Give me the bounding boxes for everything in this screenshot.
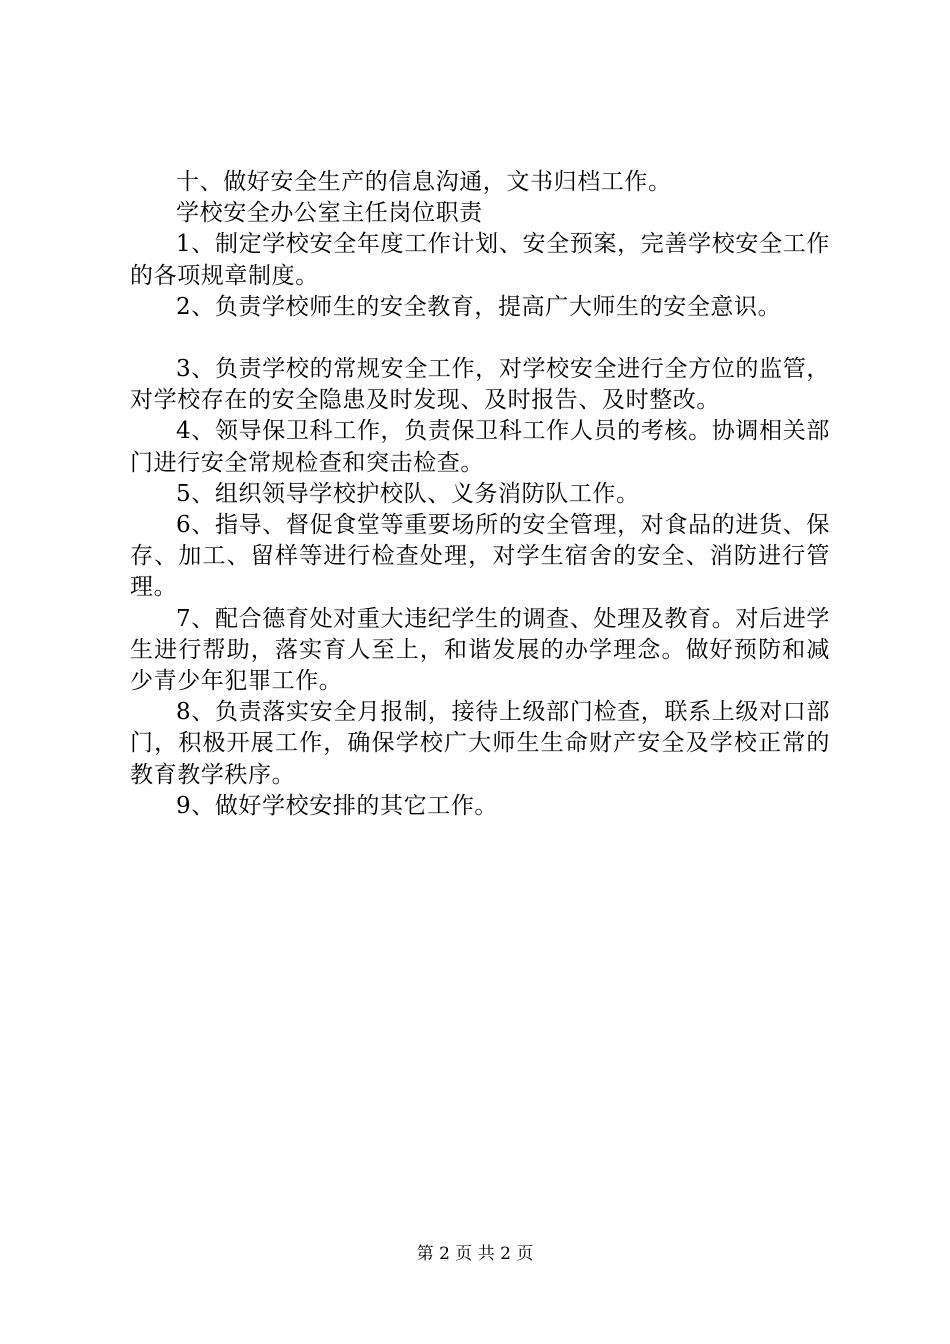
duty-item-5: 5、组织领导学校护校队、义务消防队工作。 — [176, 480, 640, 507]
duty-item-1: 1、制定学校安全年度工作计划、安全预案，完善学校安全工作的各项规章制度。 — [130, 231, 830, 289]
page-footer — [0, 1243, 950, 1265]
paragraph-item-10: 十、做好安全生产的信息沟通，文书归档工作。 — [176, 169, 672, 195]
document-body — [130, 167, 830, 822]
duty-item-9: 9、做好学校安排的其它工作。 — [176, 792, 499, 819]
section-heading: 学校安全办公室主任岗位职责 — [176, 200, 483, 227]
duty-item-2: 2、负责学校师生的安全教育，提高广大师生的安全意识。 — [176, 293, 782, 320]
duty-item-6: 6、指导、督促食堂等重要场所的安全管理，对食品的进货、保存、加工、留样等进行检查处理，对学生宿舍的安全、消防进行管理。 — [130, 512, 830, 601]
duty-item-8: 8、负责落实安全月报制，接待上级部门检查，联系上级对口部门，积极开展工作，确保学校广大师生生命财产安全及学校正常的教育教学秩序。 — [130, 699, 830, 788]
duty-item-4: 4、领导保卫科工作，负责保卫科工作人员的考核。协调相关部门进行安全常规检查和突击检查。 — [130, 418, 830, 476]
duty-item-3: 3、负责学校的常规安全工作，对学校安全进行全方位的监管，对学校存在的安全隐患及时发现、及时报告、及时整改。 — [130, 356, 830, 414]
page-number-label: 第 2 页 共 2 页 — [416, 1244, 534, 1264]
duty-item-7: 7、配合德育处对重大违纪学生的调查、处理及教育。对后进学生进行帮助，落实育人至上，和谐发展的办学理念。做好预防和减少青少年犯罪工作。 — [130, 605, 830, 695]
